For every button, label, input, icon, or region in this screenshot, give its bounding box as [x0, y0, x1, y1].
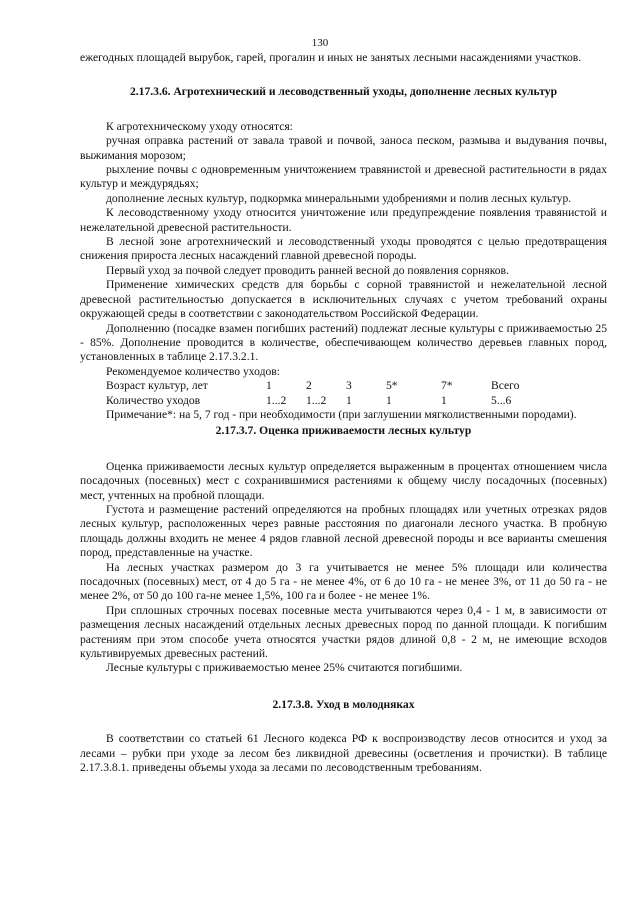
page-number: 130	[311, 37, 329, 49]
care-count-table	[106, 379, 519, 408]
paragraph: рыхление почвы с одновременным уничтожением травянистой и древесной растительности в рядах культур и междурядьях;	[80, 163, 607, 191]
intro-paragraph: ежегодных площадей вырубок, гарей, прогалин и иных не занятых лесными насаждениями участков.	[80, 51, 582, 64]
paragraph: Оценка приживаемости лесных культур определяется выраженным в процентах отношением числа посадочных (посевных) мест с сохранившимися растениями к общему числу посадочных (посевных) мест, учтенных на пробной площади.	[80, 459, 607, 502]
paragraph: К агротехническому уходу относятся:	[106, 119, 293, 133]
section-heading-young-stands: 2.17.3.8. Уход в молодняках	[272, 697, 415, 711]
table-cell: 1...2	[266, 393, 287, 407]
section-heading-agrotech: 2.17.3.6. Агротехнический и лесоводственный уходы, дополнение лесных культур	[129, 85, 558, 99]
table-cell: 5...6	[491, 393, 512, 407]
paragraph: Дополнению (посадке взамен погибших растений) подлежат лесные культуры с приживаемостью 25 - 85%. Дополнение проводится в количестве, обеспечивающем количество деревьев главных пород, установленных в таблице 2.17.3.2.1.	[80, 321, 607, 364]
table-cell: 7*	[441, 379, 453, 393]
table-cell: 1	[441, 393, 447, 407]
paragraph: ручная оправка растений от завала травой и почвой, заноса песком, размыва и выдувания почвы, выжимания морозом;	[80, 134, 607, 162]
table-row	[106, 394, 519, 408]
section-heading-survival: 2.17.3.7. Оценка приживаемости лесных культур	[215, 424, 472, 438]
table-cell: 1...2	[306, 393, 327, 407]
paragraph: Применение химических средств для борьбы с сорной травянистой и нежелательной лесной древесной растительностью допускается в исключительных случаях с учетом требований охраны окружающей среды в соответствии с законодательством Российской Федерации.	[80, 278, 607, 321]
page-content	[80, 51, 607, 775]
paragraph: На лесных участках размером до 3 га учитывается не менее 5% площади или количества посадочных (посевных) мест, от 4 до 5 га - не менее 4%, от 6 до 10 га - не менее 3%, от 11 до 50 га - не менее 2%, от 50 до 100 га-не менее 1,5%, 100 га и более - не менее 1%.	[80, 560, 607, 603]
paragraph: При сплошных строчных посевах посевные места учитываются через 0,4 - 1 м, в зависимости от размещения лесных насаждений отдельных лесных древесных пород по данной площади. К погибшим растениям при этом способе учета относятся участки рядов длиной 0,8 - 2 м, не имеющие всходов культивируемых древесных растений.	[80, 603, 607, 661]
paragraph: В лесной зоне агротехнический и лесоводственный уходы проводятся с целью предотвращения снижения прироста лесных насаждений главной древесной породы.	[80, 235, 607, 263]
table-row	[106, 379, 519, 393]
table-cell: 3	[346, 379, 352, 393]
table-cell: Всего	[491, 379, 520, 393]
paragraph: В соответствии со статьей 61 Лесного кодекса РФ к воспроизводству лесов относится и уход за лесами – рубки при уходе за лесом без ликвидной древесины (осветления и прочистки). В таблице 2.17.3.8.1. приведены объемы ухода за лесами по лесоводственным требованиям.	[80, 732, 607, 775]
table-cell: 5*	[386, 379, 398, 393]
paragraph: Рекомендуемое количество уходов:	[106, 364, 281, 378]
paragraph: Первый уход за почвой следует проводить ранней весной до появления сорняков.	[106, 263, 509, 277]
paragraph: Густота и размещение растений определяются на пробных площадях или учетных отрезках рядов лесных культур, расположенных через равные расстояния по диагонали лесного участка. В пробную площадь должны входить не менее 4 рядов главной лесной древесной породы и все варианты смешения пород, представленные на участке.	[80, 502, 607, 560]
table-cell: 1	[346, 393, 352, 407]
paragraph: К лесоводственному уходу относится уничтожение или предупреждение появления травянистой и нежелательной древесной растительности.	[80, 206, 607, 234]
table-row-label: Возраст культур, лет	[106, 379, 208, 393]
table-cell: 2	[306, 379, 312, 393]
paragraph: Лесные культуры с приживаемостью менее 25% считаются погибшими.	[106, 661, 463, 675]
table-cell: 1	[266, 379, 272, 393]
table-cell: 1	[386, 393, 392, 407]
table-note: Примечание*: на 5, 7 год - при необходимости (при заглушении мягколиственными породами).	[106, 407, 577, 421]
table-row-label: Количество уходов	[106, 393, 201, 407]
paragraph: дополнение лесных культур, подкормка минеральными удобрениями и полив лесных культур.	[106, 191, 572, 205]
